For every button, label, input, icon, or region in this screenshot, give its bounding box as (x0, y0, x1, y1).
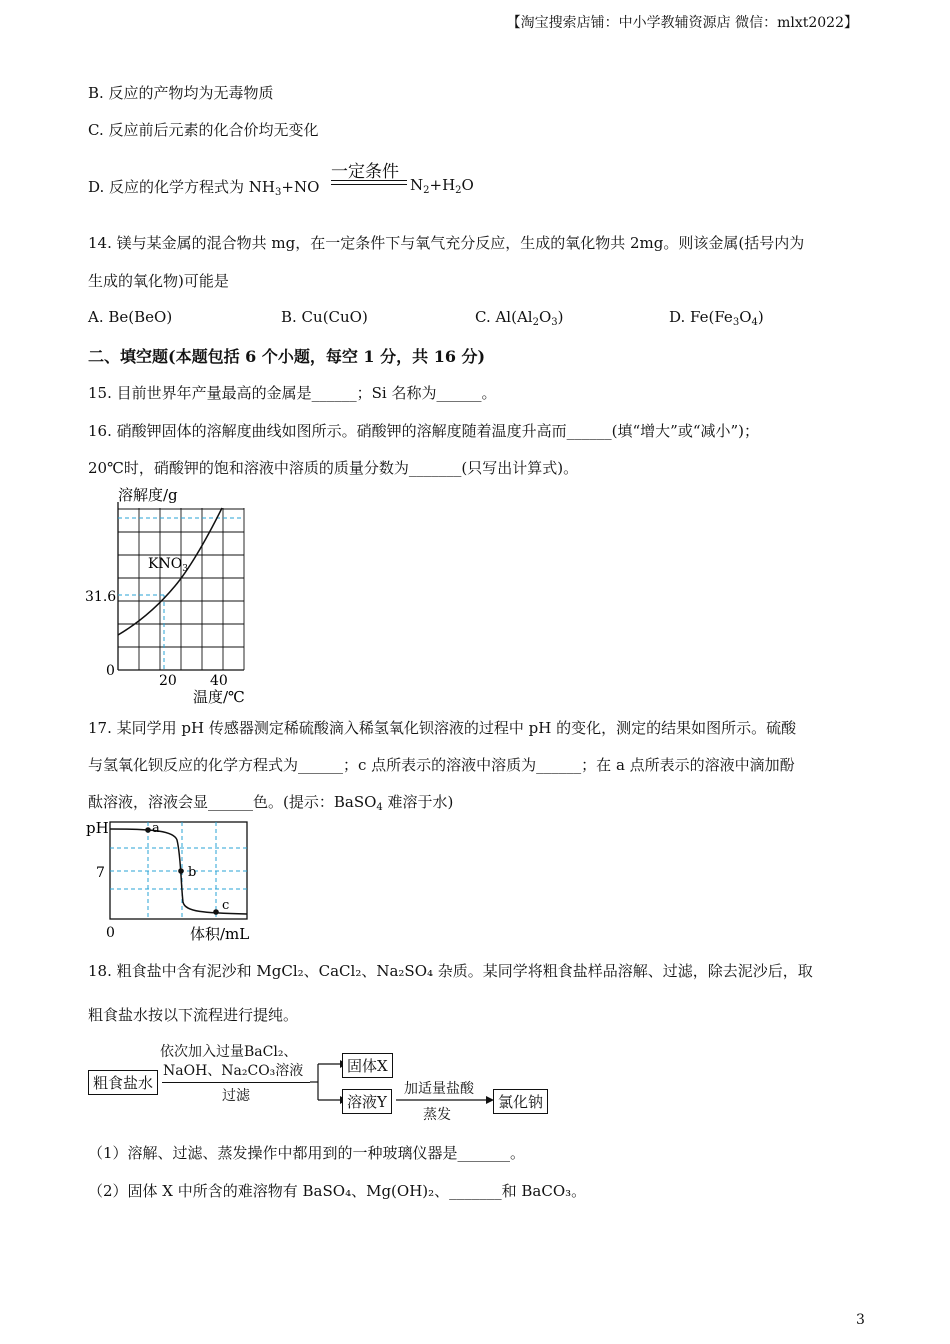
solubility-origin: 0 (106, 663, 115, 679)
q17-stem-line1: 17. 某同学用 pH 传感器测定稀硫酸滴入稀氢氧化钡溶液的过程中 pH 的变化，测定的结果如图所示。硫酸 (88, 719, 797, 737)
q17-stem-line3 (88, 791, 453, 812)
page-number: 3 (856, 1312, 865, 1328)
q13-option-b: B. 反应的产物均为无毒物质 (88, 84, 274, 102)
solubility-xtick-20: 20 (159, 673, 177, 689)
q14-option-a: A. Be(BeO) (88, 308, 173, 326)
q13-d-prefix: D. 反应的化学方程式为 NH (88, 178, 276, 196)
q14-stem-line1: 14. 镁与某金属的混合物共 mg，在一定条件下与氧气充分反应，生成的氧化物共 2mg。则该金属(括号内为 (88, 234, 805, 252)
q14-d-pre: D. Fe(Fe (669, 308, 733, 326)
q14-d-mid: O (739, 308, 752, 326)
q14-c-sub2: 3 (551, 317, 558, 328)
header-banner: 【淘宝搜索店铺：中小学教辅资源店 微信：mlxt2022】 (506, 15, 858, 31)
ph-label-c: c (222, 898, 230, 913)
ph-xlabel: 体积/mL (190, 925, 250, 943)
solubility-xlabel: 温度/℃ (193, 688, 245, 706)
q14-d-sub2: 4 (751, 317, 758, 328)
q13-option-d (88, 176, 319, 197)
flow-sodium-chloride: 氯化钠 (493, 1089, 548, 1114)
q14-option-c (475, 308, 564, 326)
q14-stem-line2: 生成的氧化物)可能是 (88, 272, 229, 290)
equals-line-top (331, 180, 407, 181)
ph-point-b (178, 868, 184, 874)
equals-line-bottom (331, 184, 407, 185)
q17-line3-post: 难溶于水) (382, 793, 454, 811)
q16-stem-line2: 20℃时，硝酸钾的饱和溶液中溶质的质量分数为_______(只写出计算式)。 (88, 459, 579, 477)
flow-step1-bottom: 过滤 (222, 1088, 250, 1104)
solubility-xtick-40: 40 (210, 673, 228, 689)
ph-ytick-7: 7 (96, 865, 105, 881)
q18-stem-line1: 18. 粗食盐中含有泥沙和 MgCl₂、CaCl₂、Na₂SO₄ 杂质。某同学将粗食盐样品溶解、过滤，除去泥沙后，取 (88, 962, 813, 980)
q13-product-h-sub: 2 (455, 185, 462, 196)
kno3-label: $KNO_3$ (148, 556, 188, 574)
q13-d-sub: 3 (275, 187, 282, 198)
flow-solution-y: 溶液Y (342, 1089, 392, 1114)
q17-line3-sub: 4 (376, 802, 383, 813)
flow-step1-top1: 依次加入过量BaCl₂、 (160, 1044, 298, 1060)
q13-product-h: +H (429, 176, 456, 194)
q14-c-post: ) (557, 308, 564, 326)
q18-subquestion-2: （2）固体 X 中所含的难溶物有 BaSO₄、Mg(OH)₂、_______和 BaCO₃。 (88, 1182, 587, 1200)
q16-stem-line1: 16. 硝酸钾固体的溶解度曲线如图所示。硝酸钾的溶解度随着温度升高而______(填“增大”或“减小”)； (88, 422, 760, 440)
q13-option-c: C. 反应前后元素的化合价均无变化 (88, 121, 319, 139)
q17-stem-line2: 与氢氧化钡反应的化学方程式为______；c 点所表示的溶液中溶质为______；在 a 点所表示的溶液中滴加酚 (88, 756, 795, 774)
flow-step2-bottom: 蒸发 (423, 1107, 451, 1123)
q15-stem: 15. 目前世界年产量最高的金属是______；Si 名称为______。 (88, 384, 497, 402)
ph-label-b: b (188, 865, 197, 880)
q13-products (410, 176, 474, 194)
q14-c-pre: C. Al(Al (475, 308, 533, 326)
solubility-grid (118, 508, 244, 670)
q14-option-d (669, 308, 764, 326)
q14-d-post: ) (757, 308, 764, 326)
flow-step1-top2: NaOH、Na₂CO₃溶液 (163, 1063, 304, 1079)
q13-d-reactant: +NO (281, 178, 320, 196)
ph-point-a (145, 827, 151, 833)
q13-product-o: O (461, 176, 474, 194)
ph-label-a: a (152, 821, 160, 836)
q14-d-sub1: 3 (732, 317, 740, 328)
section-title: 二、填空题(本题包括 6 个小题，每空 1 分，共 16 分) (88, 347, 486, 366)
solubility-ylabel: 溶解度/g (118, 486, 178, 504)
q13-product-n: N (410, 176, 424, 194)
q18-subquestion-1: （1）溶解、过滤、蒸发操作中都用到的一种玻璃仪器是_______。 (88, 1144, 526, 1162)
solubility-ytick-31-6: 31.6 (85, 589, 117, 605)
q14-c-mid: O (538, 308, 552, 326)
flow-step2-top: 加适量盐酸 (404, 1081, 474, 1097)
q17-line3-pre: 酞溶液，溶液会显______色。(提示：BaSO (88, 793, 377, 811)
q14-option-b: B. Cu(CuO) (281, 308, 368, 326)
ph-point-c (213, 909, 219, 915)
ph-ylabel: pH (86, 819, 109, 837)
q13-condition: 一定条件 (331, 162, 399, 182)
flow-solid-x: 固体X (342, 1053, 393, 1078)
ph-chart (84, 816, 259, 944)
flow-crude-salt-water: 粗食盐水 (88, 1070, 158, 1095)
ph-origin: 0 (106, 925, 115, 941)
q14-c-sub1: 2 (532, 317, 539, 328)
q13-product-n-sub: 2 (423, 185, 430, 196)
q18-stem-line2: 粗食盐水按以下流程进行提纯。 (88, 1006, 299, 1024)
solubility-chart (80, 482, 265, 707)
flow-arrow-1 (162, 1082, 310, 1083)
